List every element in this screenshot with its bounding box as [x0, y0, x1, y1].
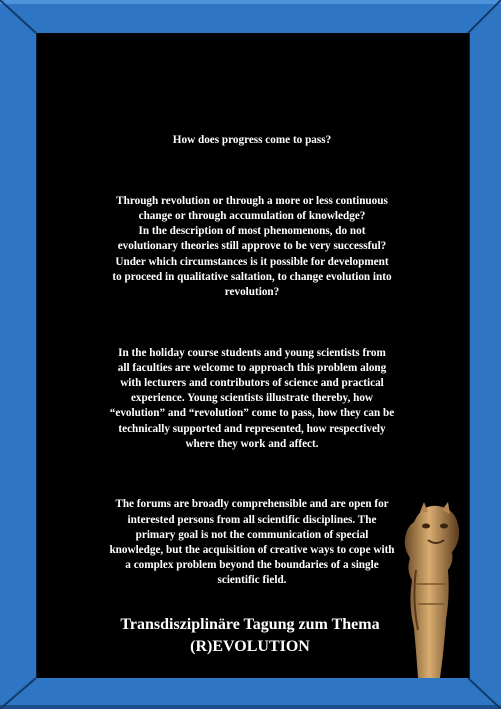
- title-line-2: (R)EVOLUTION: [190, 638, 310, 655]
- paragraph-forums: The forums are broadly comprehensible and are open for interested persons from all scientific disciplines. The primary goal is not the communication of special knowledge, but the acquisition of creative ways to cope with a complex problem beyond the boundaries of a single scientific field.: [109, 498, 395, 587]
- paragraph-intro: Through revolution or through a more or less continuous change or through accumulation of knowledge? In the description of most phenomenons, do not evolutionary theories still approve to be very successful? Under which circumstances is it possible for development to proceed in qualitative saltation, to change evolution into revolution?: [112, 194, 392, 299]
- paragraph-course: In the holiday course students and young scientists from all faculties are welcome to approach this problem along with lecturers and contributors of science and practical experience. Young scientists illustrate thereby, how “evolution” and “revolution” come to pass, how they can be technically supported and represented, how respectively where they work and affect.: [109, 346, 395, 450]
- question-heading: How does progress come to pass?: [172, 134, 332, 147]
- event-title: [70, 614, 430, 658]
- title-line-1: Transdisziplinäre Tagung zum Thema: [120, 616, 380, 633]
